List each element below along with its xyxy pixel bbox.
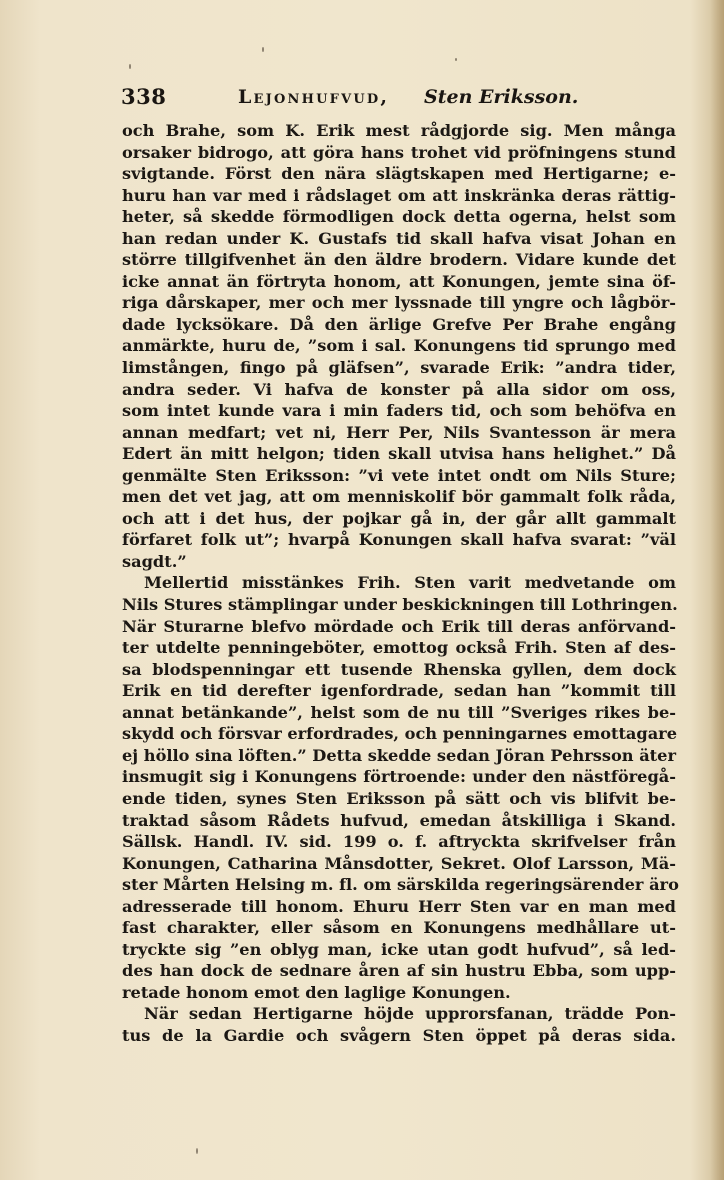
body-text [122,120,679,1047]
text-line: men det vet jag, att om menniskolif bör gammalt folk råda, [122,487,676,507]
text-line: som intet kunde vara i min faders tid, och som behöfva en [122,401,676,421]
paper-speck [455,58,457,61]
text-line: Sällsk. Handl. IV. sid. 199 o. f. aftryckta skrifvelser från [122,832,676,852]
running-subject: Sten Eriksson. [424,86,579,108]
text-line: Konungen, Catharina Månsdotter, Sekret. Olof Larsson, Mä- [122,853,676,873]
text-line: och Brahe, som K. Erik mest rådgjorde sig. Men många [122,121,676,140]
paper-speck [196,1148,198,1154]
text-line: anmärkte, huru de, ”som i sal. Konungens tid sprungo med [122,336,676,356]
page-edge-shadow [710,0,724,1180]
text-line: Edert än mitt helgon; tiden skall utvisa hans helighet.” Då [122,444,676,464]
text-line: insmugit sig i Konungens förtroende: under den nästföregå- [122,767,676,787]
text-line: heter, så skedde förmodligen dock detta ogerna, helst som [122,207,676,227]
text-line: adresserade till honom. Ehuru Herr Sten var en man med [122,896,676,916]
text-line: genmälte Sten Eriksson: ”vi vete intet ondt om Nils Sture; [122,465,676,485]
text-line: större tillgifvenhet än den äldre brodern. Vidare kunde det [122,250,676,270]
text-line-paragraph-end: retade honom emot den laglige Konungen. [122,982,511,1002]
text-line: traktad såsom Rådets hufvud, emedan åtskilliga i Skand. [122,810,676,830]
text-line-paragraph-start: När sedan Hertigarne höjde upprorsfanan, trädde Pon- [144,1004,676,1024]
text-line: fast charakter, eller såsom en Konungens medhållare ut- [122,918,676,938]
text-line-paragraph-start: Mellertid misstänkes Frih. Sten varit medvetande om [144,573,676,593]
text-line: sa blodspenningar ett tusende Rhenska gyllen, dem dock [122,659,676,679]
text-line: svigtande. Först den nära slägtskapen med Hertigarne; e- [122,164,676,184]
text-line: och att i det hus, der pojkar gå in, der går allt gammalt [122,508,676,528]
text-line: Nils Stures stämplingar under beskickningen till Lothringen. [122,595,678,615]
text-line: ter utdelte penningeböter, emottog också Frih. Sten af des- [122,638,676,658]
text-line: tryckte sig ”en oblyg man, icke utan godt hufvud”, så led- [122,939,676,959]
text-line: Erik en tid derefter igenfordrade, sedan han ”kommit till [122,681,676,701]
text-line: dade lycksökare. Då den ärlige Grefve Per Brahe engång [122,314,676,334]
text-line: icke annat än förtryta honom, att Konungen, jemte sina öf- [122,271,676,291]
text-line: När Sturarne blefvo mördade och Erik till deras anförvand- [122,616,676,636]
text-line: ster Mårten Helsing m. fl. om särskilda regeringsärender äro [122,875,679,895]
running-head [121,84,681,110]
text-line: ende tiden, synes Sten Eriksson på sätt och vis blifvit be- [122,788,676,808]
text-line: skydd och försvar erfordrades, och penningarnes emottagare [122,724,677,744]
paper-speck [129,64,131,69]
page-number: 338 [121,84,167,109]
text-line: orsaker bidrogo, att göra hans trohet vid pröfningens stund [122,142,676,162]
text-line: huru han var med i rådslaget om att inskränka deras rättig- [122,185,676,205]
paper-speck [262,47,264,52]
text-line: andra seder. Vi hafva de konster på alla sidor om oss, [122,379,676,399]
text-line: limstången, fingo på gläfsen”, svarade Erik: ”andra tider, [122,358,676,378]
text-line: tus de la Gardie och svågern Sten öppet på deras sida. [122,1025,676,1045]
text-line: ej höllo sina löften.” Detta skedde sedan Jöran Pehrsson äter [122,745,676,765]
text-line: han redan under K. Gustafs tid skall hafva visat Johan en [122,228,676,248]
text-line: annat betänkande”, helst som de nu till ”Sveriges rikes be- [122,702,676,722]
running-title: Lejonhufvud, [238,86,390,108]
text-line: annan medfart; vet ni, Herr Per, Nils Svantesson är mera [122,422,676,442]
text-line: riga dårskaper, mer och mer lyssnade till yngre och lågbör- [122,293,676,313]
text-line: des han dock de sednare åren af sin hustru Ebba, som upp- [122,961,676,981]
text-line-paragraph-end: sagdt.” [122,551,187,571]
text-line: förfaret folk ut”; hvarpå Konungen skall hafva svarat: ”väl [122,530,676,550]
